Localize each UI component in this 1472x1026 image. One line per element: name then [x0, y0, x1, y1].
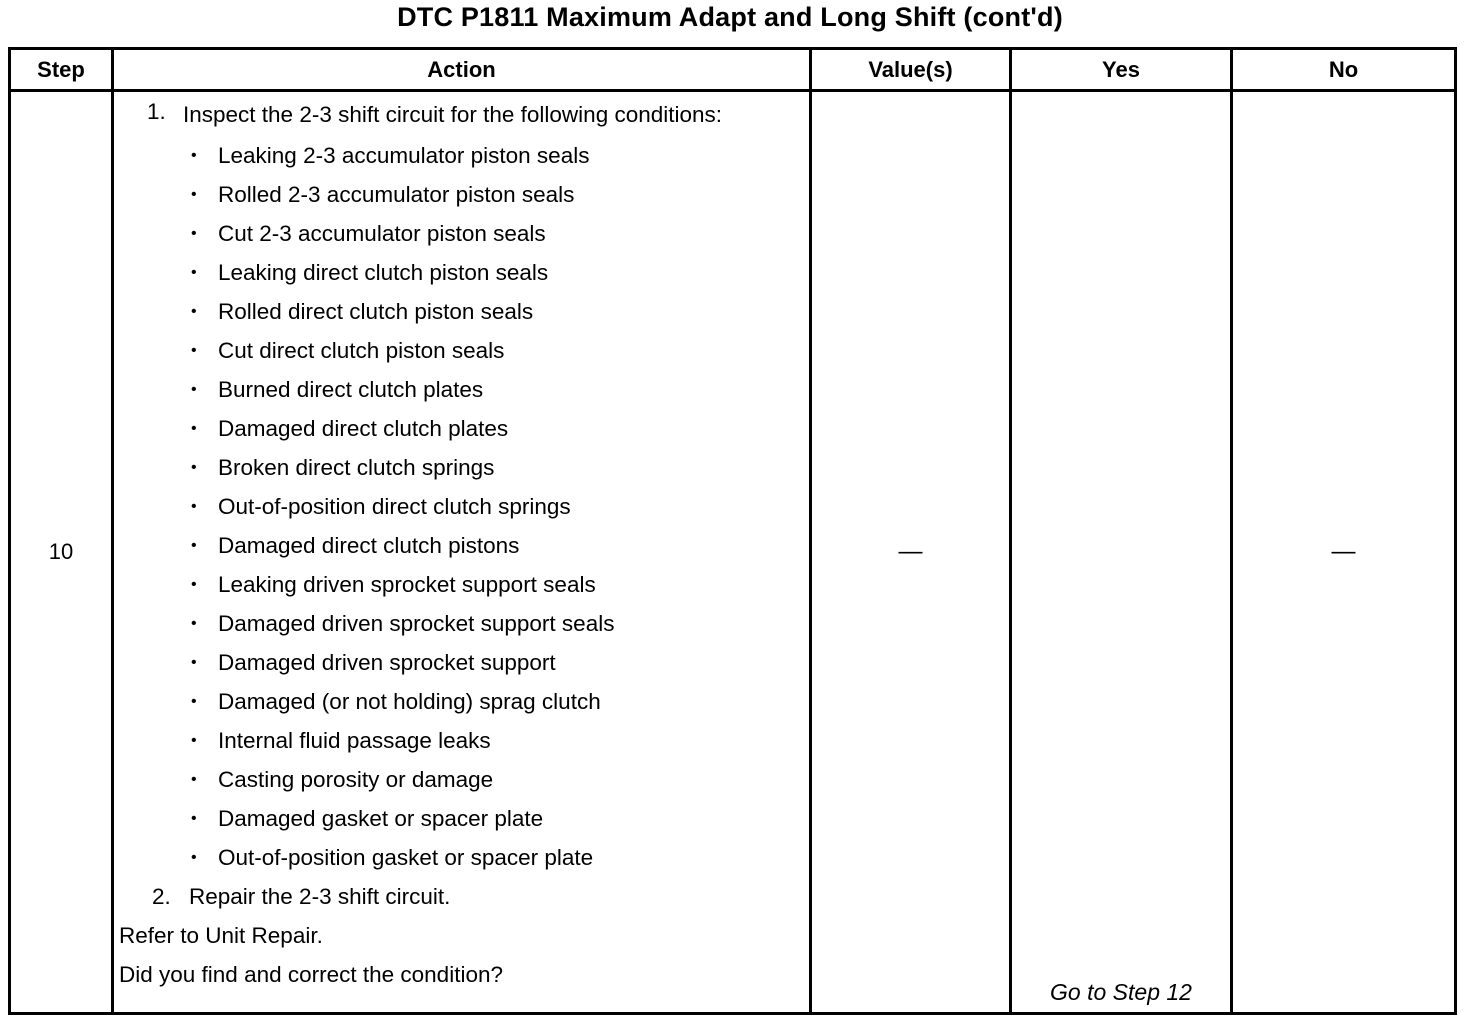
yes-cell: [1011, 91, 1232, 1014]
condition-text: Rolled 2-3 accumulator piston seals: [218, 182, 575, 207]
list-item: [191, 760, 809, 799]
header-yes: Yes: [1011, 49, 1232, 91]
condition-text: Damaged direct clutch pistons: [218, 533, 520, 558]
list-item: [191, 487, 809, 526]
condition-text: Cut 2-3 accumulator piston seals: [218, 221, 546, 246]
list-item: [191, 253, 809, 292]
list-item: [191, 409, 809, 448]
list-item: [191, 721, 809, 760]
bullet-icon: •: [191, 498, 197, 515]
header-values: Value(s): [811, 49, 1011, 91]
condition-text: Internal fluid passage leaks: [218, 728, 491, 753]
values-cell: —: [811, 91, 1011, 1014]
list-item: [191, 682, 809, 721]
list-item: [191, 604, 809, 643]
action-cell: [113, 91, 811, 1014]
bullet-icon: •: [191, 849, 197, 866]
condition-text: Damaged driven sprocket support seals: [218, 611, 615, 636]
list-item: [191, 448, 809, 487]
list-item: [191, 565, 809, 604]
item-text: Inspect the 2-3 shift circuit for the following conditions:: [183, 102, 723, 127]
action-item-2: [114, 877, 809, 916]
item-number: 2.: [152, 884, 171, 909]
list-item: [191, 643, 809, 682]
list-item: [191, 175, 809, 214]
bullet-icon: •: [191, 459, 197, 476]
header-row: [10, 49, 1456, 91]
header-step: Step: [10, 49, 113, 91]
item-text: Repair the 2-3 shift circuit.: [189, 884, 451, 909]
list-item: [191, 136, 809, 175]
list-item: [191, 370, 809, 409]
bullet-icon: •: [191, 147, 197, 164]
list-item: [191, 214, 809, 253]
step-number: 10: [10, 91, 113, 1014]
bullet-icon: •: [191, 303, 197, 320]
bullet-icon: •: [191, 732, 197, 749]
condition-text: Leaking driven sprocket support seals: [218, 572, 596, 597]
conditions-list: [183, 136, 809, 877]
header-action: Action: [113, 49, 811, 91]
condition-text: Damaged driven sprocket support: [218, 650, 556, 675]
bullet-icon: •: [191, 342, 197, 359]
page-title: DTC P1811 Maximum Adapt and Long Shift (cont'd): [397, 2, 1063, 32]
question-text: Did you find and correct the condition?: [119, 962, 503, 987]
bullet-icon: •: [191, 186, 197, 203]
condition-text: Damaged direct clutch plates: [218, 416, 509, 441]
condition-text: Out-of-position direct clutch springs: [218, 494, 571, 519]
bullet-icon: •: [191, 537, 197, 554]
condition-text: Cut direct clutch piston seals: [218, 338, 505, 363]
bullet-icon: •: [191, 810, 197, 827]
bullet-icon: •: [191, 576, 197, 593]
bullet-icon: •: [191, 225, 197, 242]
header-no: No: [1232, 49, 1456, 91]
no-cell: —: [1232, 91, 1456, 1014]
list-item: [191, 292, 809, 331]
bullet-icon: •: [191, 615, 197, 632]
diagnostic-table: [8, 47, 1457, 1015]
condition-text: Broken direct clutch springs: [218, 455, 495, 480]
condition-text: Out-of-position gasket or spacer plate: [218, 845, 594, 870]
item-number: 1.: [147, 99, 166, 124]
condition-text: Rolled direct clutch piston seals: [218, 299, 534, 324]
bullet-icon: •: [191, 693, 197, 710]
action-item-1: [114, 92, 809, 877]
list-item: [191, 838, 809, 877]
list-item: [191, 331, 809, 370]
condition-text: Casting porosity or damage: [218, 767, 494, 792]
table-row: [10, 91, 1456, 1014]
refer-text: Refer to Unit Repair.: [119, 923, 323, 948]
bullet-icon: •: [191, 381, 197, 398]
bullet-icon: •: [191, 420, 197, 437]
bullet-icon: •: [191, 264, 197, 281]
condition-text: Damaged gasket or spacer plate: [218, 806, 544, 831]
condition-text: Damaged (or not holding) sprag clutch: [218, 689, 601, 714]
yes-goto-step: Go to Step 12: [1050, 979, 1192, 1005]
condition-text: Leaking direct clutch piston seals: [218, 260, 549, 285]
condition-text: Leaking 2-3 accumulator piston seals: [218, 143, 590, 168]
list-item: [191, 526, 809, 565]
bullet-icon: •: [191, 771, 197, 788]
bullet-icon: •: [191, 654, 197, 671]
list-item: [191, 799, 809, 838]
condition-text: Burned direct clutch plates: [218, 377, 484, 402]
